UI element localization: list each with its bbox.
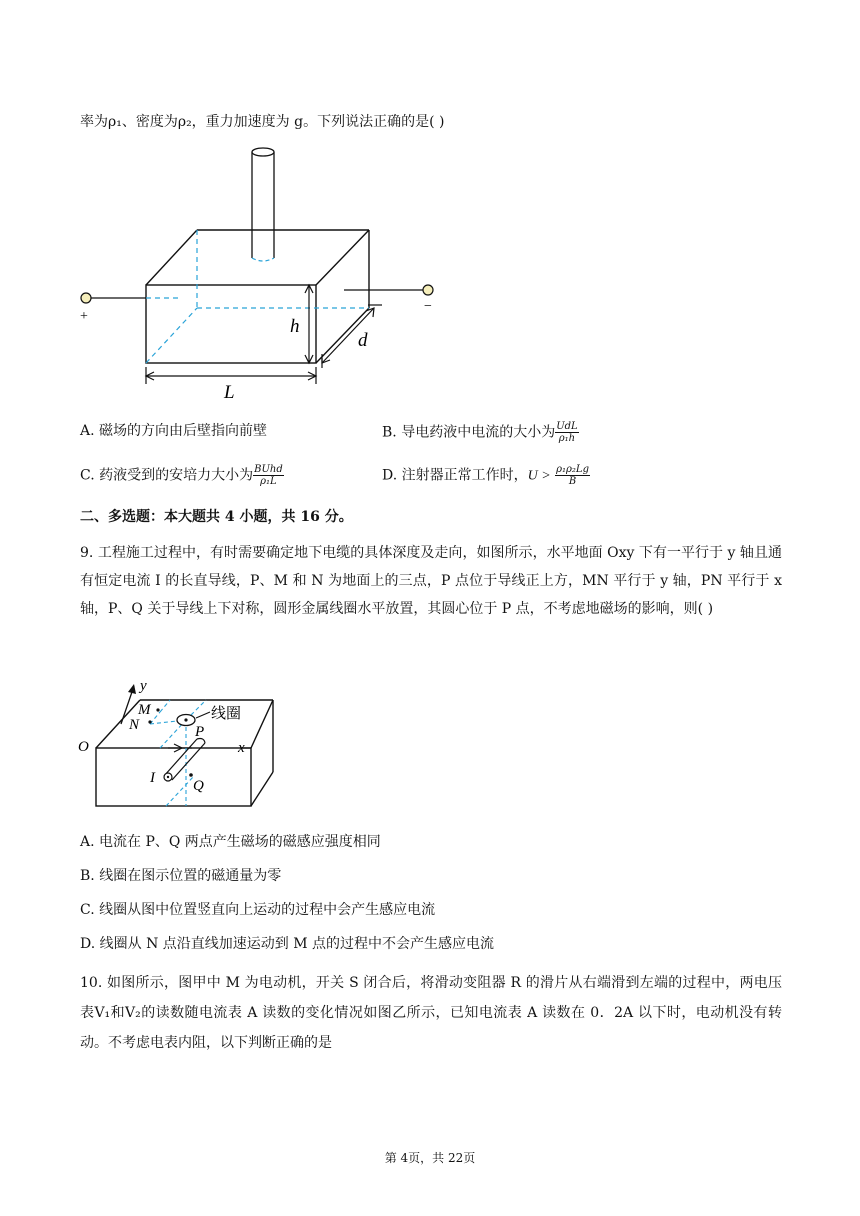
q10-stem: 10. 如图所示，图甲中 M 为电动机，开关 S 闭合后，将滑动变阻器 R 的滑片从右端滑到左端的过程中，两电压表V₁和V₂的读数随电流表 A 读数的变化情况如图乙所示，已知电流表 A 读数在 0．2A 以下时，电动机没有转动。不考虑电表内阻，以下判断正确的是 bbox=[80, 975, 782, 1051]
q8-option-d-text: D. 注射器正常工作时， bbox=[382, 467, 528, 484]
q8-minus-label: − bbox=[424, 299, 432, 314]
q9-q-point-label: Q bbox=[193, 778, 204, 794]
q9-option-a: A. 电流在 P、Q 两点产生磁场的磁感应强度相同 bbox=[80, 834, 381, 850]
q9-current-label: I bbox=[150, 770, 155, 786]
q8-option-d-numerator: ρ₁ρ₂Lg bbox=[556, 464, 589, 475]
q9-option-b: B. 线圈在图示位置的磁通量为零 bbox=[80, 868, 282, 884]
q8-L-label: L bbox=[224, 382, 235, 403]
q9-y-axis-label: y bbox=[140, 678, 147, 694]
q9-option-c: C. 线圈从图中位置竖直向上运动的过程中会产生感应电流 bbox=[80, 902, 436, 918]
q8-option-b-numerator: UdL bbox=[556, 421, 578, 432]
q9-stem: 9. 工程施工过程中，有时需要确定地下电缆的具体深度及走向，如图所示，水平地面 Oxy 下有一平行于 y 轴且通有恒定电流 I 的长直导线，P、M 和 N 为地面上的三点，P 点位于导线正上方，MN 平行于 y 轴，PN 平行于 x 轴，P、Q 关于导线上下对称，圆形金属线圈水平放置，其圆心位于 P 点，不考虑地磁场的影响，则( ) bbox=[80, 545, 782, 617]
q8-option-b-fraction bbox=[555, 421, 578, 444]
q8-option-d bbox=[382, 464, 590, 487]
section-heading-multiple-choice: 二、多选题：本大题共 4 小题，共 16 分。 bbox=[80, 509, 353, 525]
q8-option-d-fraction bbox=[555, 464, 590, 487]
q8-plus-label: + bbox=[80, 309, 88, 324]
q8-option-d-inequality: U > bbox=[527, 468, 551, 484]
q8-option-b-text: B. 导电药液中电流的大小为 bbox=[382, 424, 556, 441]
q9-coil-label: 线圈 bbox=[211, 706, 242, 722]
q9-x-axis-label: x bbox=[238, 740, 245, 756]
q8-option-c-text: C. 药液受到的安培力大小为 bbox=[80, 467, 254, 484]
q8-h-label: h bbox=[290, 316, 300, 337]
q8-option-d-denominator: B bbox=[568, 476, 577, 487]
q9-origin-label: O bbox=[78, 739, 89, 755]
q8-option-c-fraction bbox=[253, 464, 284, 487]
q8-option-b-denominator: ρ₁h bbox=[558, 433, 576, 444]
q9-n-point-label: N bbox=[129, 717, 140, 733]
q9-option-d: D. 线圈从 N 点沿直线加速运动到 M 点的过程中不会产生感应电流 bbox=[80, 936, 495, 952]
q9-figure-ground-diagram bbox=[76, 676, 306, 810]
q9-m-point-label: M bbox=[138, 702, 151, 718]
page-footer: 第 4页，共 22页 bbox=[384, 1151, 476, 1165]
q8-option-b bbox=[382, 421, 579, 444]
q8-option-c-denominator: ρ₁L bbox=[260, 476, 277, 487]
q8-option-c-numerator: BUhd bbox=[254, 464, 283, 475]
q8-figure-box-diagram bbox=[76, 140, 456, 402]
q8-option-a: A. 磁场的方向由后壁指向前壁 bbox=[80, 423, 268, 439]
q8-stem-tail: 率为ρ₁、密度为ρ₂，重力加速度为 g。下列说法正确的是( ) bbox=[80, 114, 445, 130]
q8-option-c bbox=[80, 464, 284, 487]
q9-p-point-label: P bbox=[195, 724, 205, 740]
q8-d-label: d bbox=[358, 330, 368, 351]
